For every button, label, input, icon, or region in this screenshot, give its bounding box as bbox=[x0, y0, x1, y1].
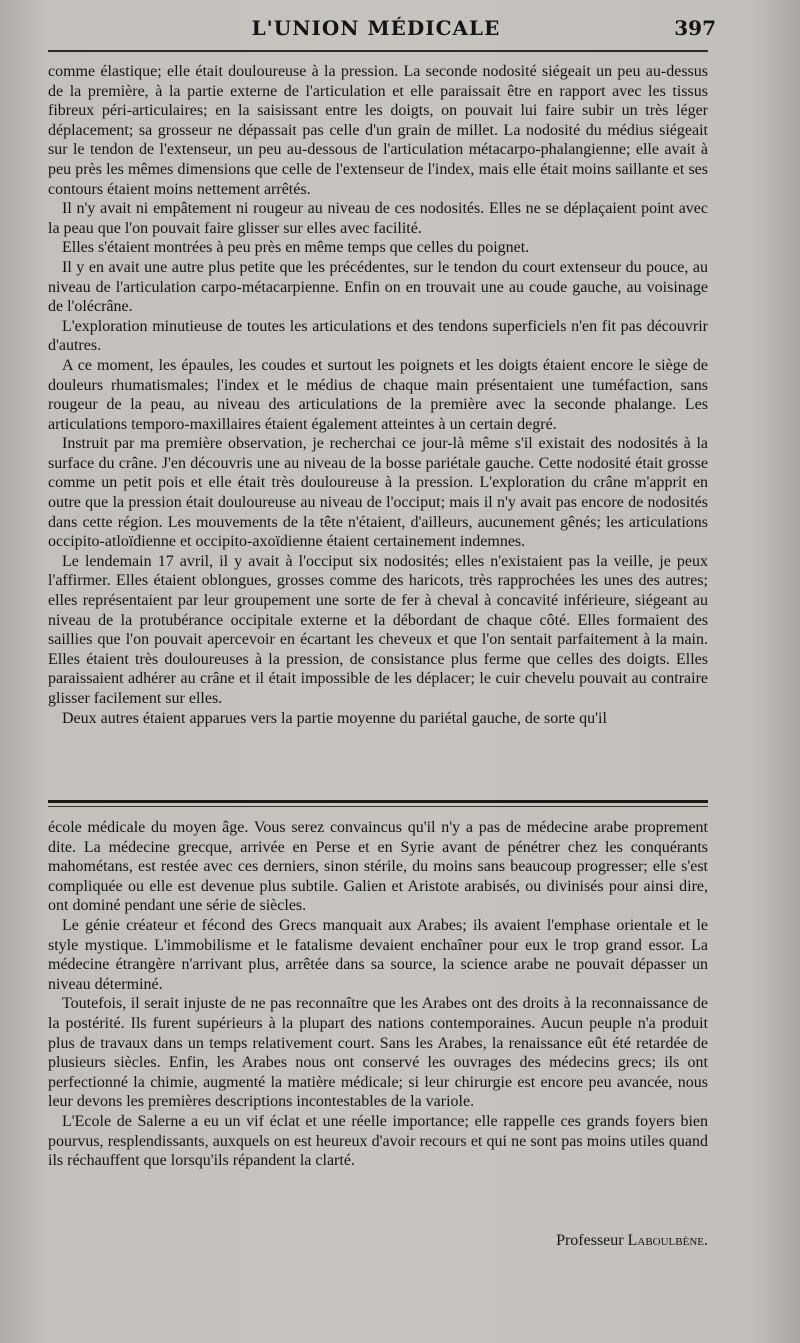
paragraph: Le lendemain 17 avril, il y avait à l'occiput six nodosités; elles n'existaient pas la veille, je peux l'affirmer. Elles étaient oblongues, grosses comme des haricots, très rapprochées les unes des autres; elles représentaient par leur groupement une sorte de fer à cheval à concavité inférieure, siégeant au niveau de la protubérance occipitale externe et la débordant de chaque côté. Elles formaient des saillies que l'on pouvait apercevoir en écartant les cheveux et que l'on sentait parfaitement à la main. Elles étaient très douloureuses à la pression, de consistance plus ferme que celles des doigts. Elles paraissaient adhérer au crâne et il était impossible de les déplacer; le cuir chevelu pouvait au contraire glisser facilement sur elles. bbox=[48, 552, 708, 707]
header-rule bbox=[48, 50, 708, 52]
signature-prefix: Professeur bbox=[556, 1232, 628, 1249]
upper-article-column bbox=[48, 62, 708, 728]
separator-rule-thick bbox=[48, 800, 708, 803]
page-header bbox=[44, 16, 716, 46]
paragraph: école médicale du moyen âge. Vous serez convaincus qu'il n'y a pas de médecine arabe proprement dite. La médecine grecque, arrivée en Perse et en Syrie avant de pénétrer chez les conquérants mahométans, est restée avec ces derniers, sinon stérile, du moins sans beaucoup progresser; elle s'est compliquée ou elle est devenue plus subtile. Galien et Aristote arabisés, ou divinisés pour ainsi dire, ont dominé pendant une série de siècles. bbox=[48, 819, 708, 915]
signature-name: Laboulbène. bbox=[627, 1232, 708, 1249]
paragraph: L'exploration minutieuse de toutes les articulations et des tendons superficiels n'en fit pas découvrir d'autres. bbox=[48, 317, 708, 355]
running-title: L'UNION MÉDICALE bbox=[251, 16, 501, 40]
paragraph: Il n'y avait ni empâtement ni rougeur au niveau de ces nodosités. Elles ne se déplaçaient point avec la peau que l'on pouvait faire glisser sur elles avec facilité. bbox=[48, 200, 708, 237]
paragraph: Le génie créateur et fécond des Grecs manquait aux Arabes; ils avaient l'emphase orientale et le style mystique. L'immobilisme et le fatalisme devaient enchaîner pour eux le trop grand essor. La médecine étrangère n'arrivant plus, arrêtée dans sa source, la science arabe ne pouvait dépasser un niveau déterminé. bbox=[48, 916, 708, 993]
paragraph: Toutefois, il serait injuste de ne pas reconnaître que les Arabes ont des droits à la reconnaissance de la postérité. Ils furent supérieurs à la plupart des nations contemporaines. Aucun peuple n'a produit plus de travaux dans un temps relativement court. Sans les Arabes, la renaissance eût été retardée de plusieurs siècles. Enfin, les Arabes nous ont conservé les ouvrages des médecins grecs; ils ont perfectionné la chimie, augmenté la matière médicale; si leur chirurgie est encore peu avancée, nous leur devons les premières descriptions incontestables de la variole. bbox=[48, 995, 708, 1111]
paragraph: Deux autres étaient apparues vers la partie moyenne du pariétal gauche, de sorte qu'il bbox=[62, 709, 607, 727]
paragraph: L'Ecole de Salerne a eu un vif éclat et une réelle importance; elle rappelle ces grands foyers bien pourvus, resplendissants, auxquels on est heureux d'avoir recours et qui ne sont pas moins utiles quand ils réchauffent que lorsqu'ils répandent la clarté. bbox=[48, 1112, 708, 1170]
paragraph: Elles s'étaient montrées à peu près en même temps que celles du poignet. bbox=[62, 239, 530, 257]
page-number: 397 bbox=[674, 16, 716, 40]
feuilleton-separator bbox=[48, 800, 708, 810]
paragraph: comme élastique; elle était douloureuse à la pression. La seconde nodosité siégeait un peu au-dessus de la première, à la partie externe de l'articulation et elle paraissait être en rapport avec les tissus fibreux péri-articulaires; en la saisissant entre les doigts, on pouvait lui faire subir un très léger déplacement; sa grosseur ne dépassait pas celle d'un grain de millet. La nodosité du médius siégeait sur le tendon de l'extenseur, un peu au-dessous de l'articulation métacarpo-phalangienne; elle avait à peu près les mêmes dimensions que celle de l'extenseur de l'index, mais elle était moins saillante et ses contours étaient moins nettement arrêtés. bbox=[48, 63, 708, 198]
paragraph: Il y en avait une autre plus petite que les précédentes, sur le tendon du court extenseur du pouce, au niveau de l'articulation carpo-métacarpienne. Enfin on en trouvait une au coude gauche, au voisinage de l'olécrâne. bbox=[48, 258, 708, 316]
paragraph: Instruit par ma première observation, je recherchai ce jour-là même s'il existait des nodosités à la surface du crâne. J'en découvris une au niveau de la bosse pariétale gauche. Cette nodosité était grosse comme un petit pois et elle était très douloureuse à la pression. L'exploration du crâne m'apprit en outre que la pression était douloureuse au niveau de l'occiput; mais il n'y avait pas encore de nodosités dans cette région. Les mouvements de la tête n'étaient, d'ailleurs, aucunement gênés; les articulations occipito-atloïdienne et occipito-axoïdienne étaient certainement indemnes. bbox=[48, 435, 708, 551]
author-signature bbox=[48, 1232, 708, 1250]
separator-rule-thin bbox=[48, 806, 708, 807]
paragraph: A ce moment, les épaules, les coudes et surtout les poignets et les doigts étaient encore le siège de douleurs rhumatismales; l'index et le médius de chaque main présentaient une tuméfaction, sans rougeur de la peau, au niveau des articulations de la première avec la seconde phalange. Les articulations temporo-maxillaires étaient également atteintes à un certain degré. bbox=[48, 356, 708, 433]
feuilleton-column bbox=[48, 818, 708, 1171]
